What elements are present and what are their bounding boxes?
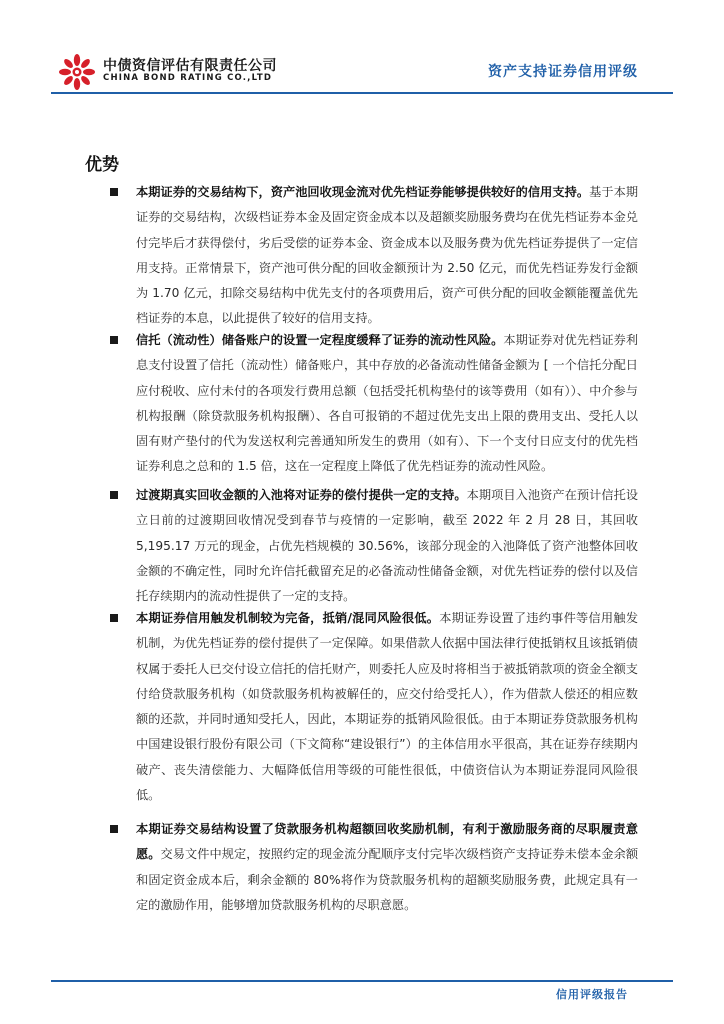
bullet-icon	[110, 188, 118, 196]
advantage-item-2	[110, 328, 638, 480]
advantage-detail: 本期证券设置了违约事件等信用触发机制，为优先档证券的偿付提供了一定保障。如果借款人依据中国法律行使抵销权且该抵销债权属于委托人已交付设立信托的信托财产，则委托人应及时将相当于被抵销款项的资金全额支付给贷款服务机构（如贷款服务机构被解任的，应交付给受托人），作为借款人偿还的相应数额的还款，并同时通知受托人，因此，本期证券的抵销风险很低。由于本期证券贷款服务机构中国建设银行股份有限公司（下文简称“建设银行”）的主体信用水平很高，其在证券存续期内破产、丧失清偿能力、大幅降低信用等级的可能性很低，中债资信认为本期证券混同风险很低。	[136, 611, 639, 803]
header-divider	[51, 92, 673, 94]
page-header	[0, 0, 724, 100]
bullet-icon	[110, 614, 118, 622]
advantage-text	[136, 328, 638, 480]
report-type-title: 资产支持证券信用评级	[488, 64, 638, 80]
company-logo-icon	[57, 52, 97, 92]
advantage-detail: 基于本期证券的交易结构，次级档证券本金及固定资金成本以及超额奖励服务费均在优先档证券本金兑付完毕后才获得偿付，劣后受偿的证券本金、资金成本以及服务费为优先档证券提供了一定信用支持。正常情景下，资产池可供分配的回收金额预计为 2.50 亿元，而优先档证券发行金额为 1.70 亿元，扣除交易结构中优先支付的各项费用后，资产可供分配的回收金额能覆盖优先档证券的本息，以此提供了较好的信用支持。	[136, 185, 639, 326]
advantage-lead: 本期证券的交易结构下，资产池回收现金流对优先档证券能够提供较好的信用支持。	[136, 185, 590, 199]
advantage-text	[136, 606, 638, 808]
bullet-icon	[110, 825, 118, 833]
footer-divider	[51, 980, 673, 982]
advantage-item-1	[110, 180, 638, 332]
advantage-text	[136, 817, 638, 918]
advantage-item-5	[110, 817, 638, 918]
advantage-item-4	[110, 606, 638, 808]
footer-label: 信用评级报告	[556, 988, 628, 1001]
company-name-en: CHINA BOND RATING CO.,LTD	[103, 73, 273, 83]
advantage-detail: 本期项目入池资产在预计信托设立日前的过渡期回收情况受到春节与疫情的一定影响，截至 2022 年 2 月 28 日，其回收 5,195.17 万元的现金，占优先档规模的 30.56%，该部分现金的入池降低了资产池整体回收金额的不确定性，同时允许信托截留充足的必备流动性储备金额，对优先档证券的偿付以及信托存续期内的流动性提供了一定的支持。	[136, 488, 639, 604]
advantage-item-3	[110, 483, 638, 609]
advantage-lead: 本期证券信用触发机制较为完备，抵销/混同风险很低。	[136, 611, 440, 625]
advantage-text	[136, 483, 638, 609]
advantage-lead: 过渡期真实回收金额的入池将对证券的偿付提供一定的支持。	[136, 488, 467, 502]
advantage-lead: 信托（流动性）储备账户的设置一定程度缓释了证券的流动性风险。	[136, 333, 504, 347]
bullet-icon	[110, 336, 118, 344]
advantage-detail: 交易文件中规定，按照约定的现金流分配顺序支付完毕次级档资产支持证券未偿本金余额和固定资金成本后，剩余金额的 80%将作为贷款服务机构的超额奖励服务费，此规定具有一定的激励作用，能够增加贷款服务机构的尽职意愿。	[136, 847, 639, 912]
advantage-lead: 本期证券交易结构设置了贷款服务机构超额回收奖励机制，有利于激励服务商的尽职履责意愿。	[136, 822, 638, 862]
section-title: 优势	[85, 155, 119, 175]
bullet-icon	[110, 491, 118, 499]
advantage-text	[136, 180, 638, 332]
company-name-cn: 中债资信评估有限责任公司	[103, 58, 277, 74]
advantage-detail: 本期证券对优先档证券利息支付设置了信托（流动性）储备账户，其中存放的必备流动性储备金额为 [ 一个信托分配日应付税收、应付未付的各项发行费用总额（包括受托机构垫付的该等费用（如有））、中介参与机构报酬（除贷款服务机构报酬）、各自可报销的不超过优先支出上限的费用支出、受托人以固有财产垫付的代为发送权利完善通知所发生的费用（如有）、下一个支付日应支付的优先档证券利息之总和的 1.5 倍，这在一定程度上降低了优先档证券的流动性风险。	[136, 333, 639, 474]
